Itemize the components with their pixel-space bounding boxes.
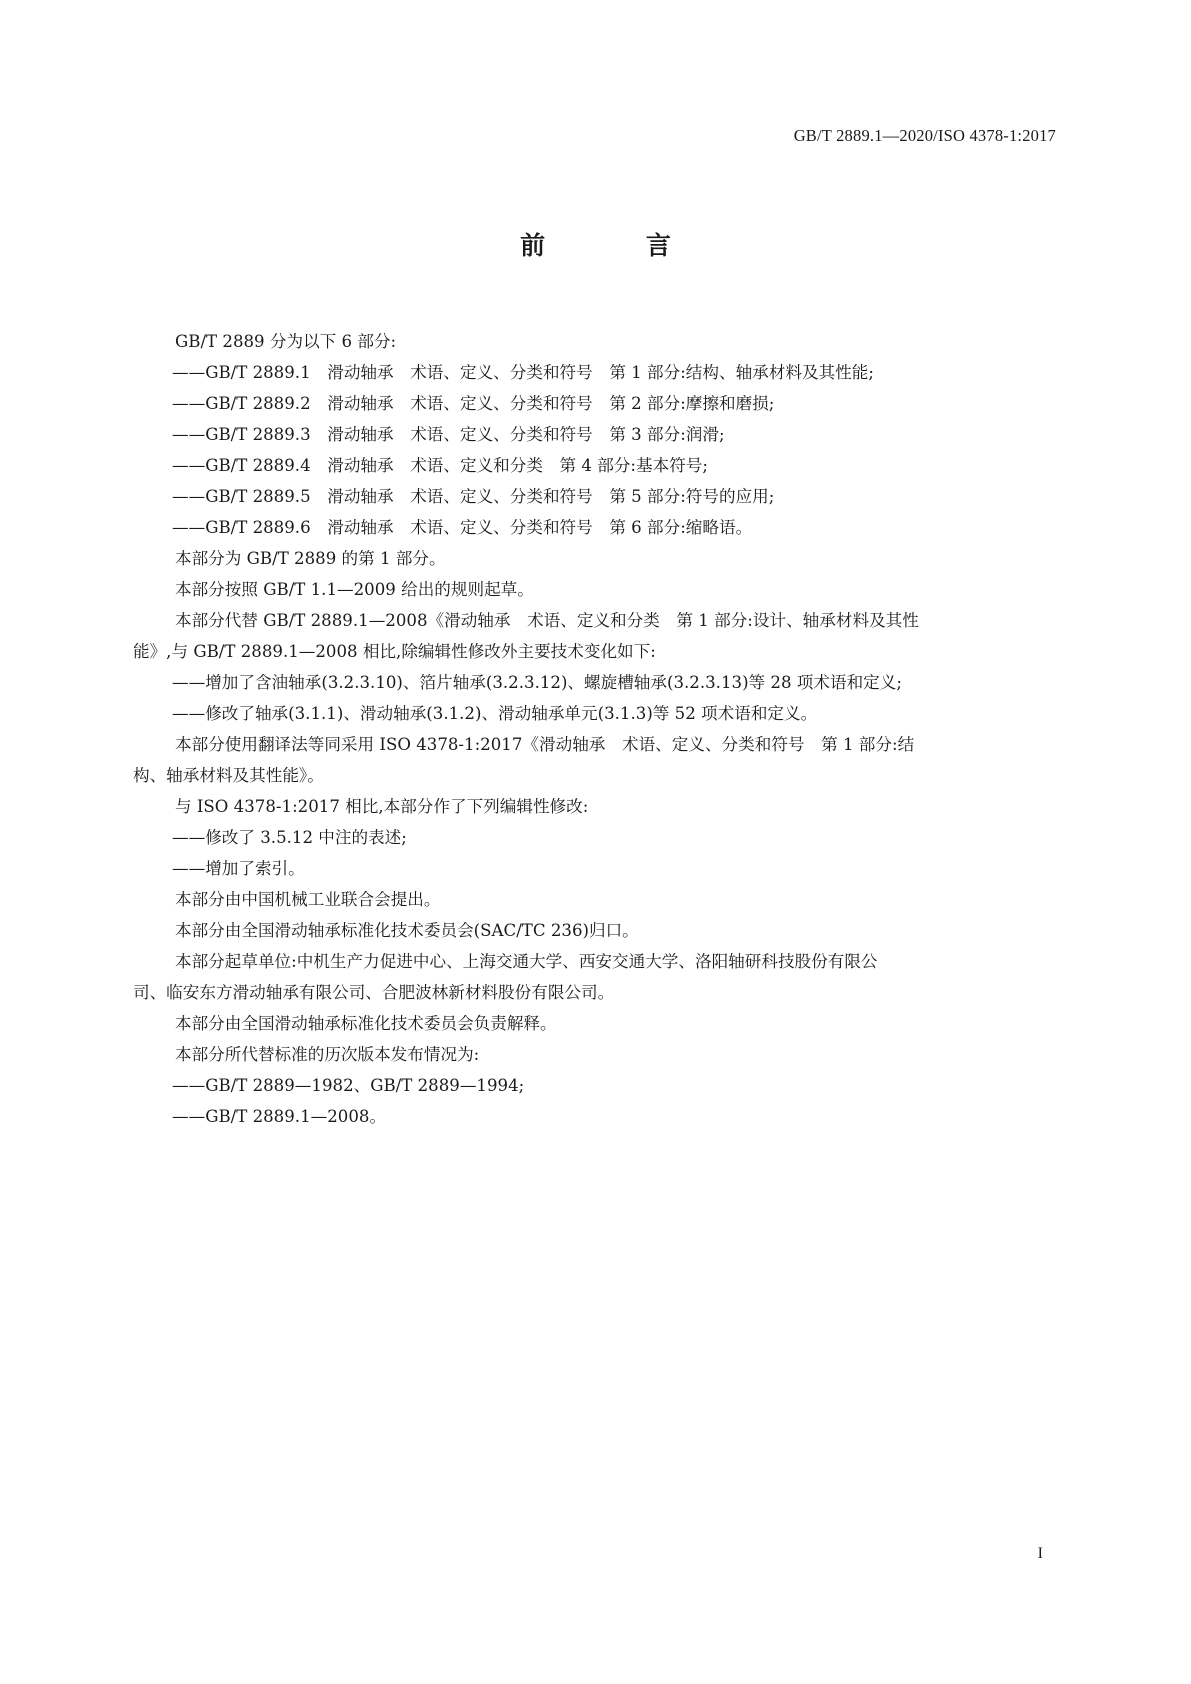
list-item-editorial-index: ——增加了索引。 bbox=[172, 859, 305, 878]
paragraph-proposed-by: 本部分由中国机械工业联合会提出。 bbox=[175, 890, 441, 909]
paragraph-editorial-intro: 与 ISO 4378-1:2017 相比,本部分作了下列编辑性修改: bbox=[175, 797, 589, 816]
list-item-history-2: ——GB/T 2889.1—2008。 bbox=[172, 1107, 387, 1126]
list-item-change-modified: ——修改了轴承(3.1.1)、滑动轴承(3.1.2)、滑动轴承单元(3.1.3)等 52 项术语和定义。 bbox=[172, 704, 818, 723]
paragraph-drafting-units-line2: 司、临安东方滑动轴承有限公司、合肥波林新材料股份有限公司。 bbox=[133, 983, 615, 1002]
list-item-editorial-note: ——修改了 3.5.12 中注的表述; bbox=[172, 828, 407, 847]
paragraph-replacement-line2: 能》,与 GB/T 2889.1—2008 相比,除编辑性修改外主要技术变化如下: bbox=[133, 642, 656, 661]
page-title: 前 言 bbox=[520, 231, 717, 260]
paragraph-adoption-line2: 构、轴承材料及其性能》。 bbox=[133, 766, 324, 785]
paragraph-interpretation: 本部分由全国滑动轴承标准化技术委员会负责解释。 bbox=[175, 1014, 557, 1033]
paragraph-history-intro: 本部分所代替标准的历次版本发布情况为: bbox=[175, 1045, 480, 1064]
list-item-part-6: ——GB/T 2889.6 滑动轴承 术语、定义、分类和符号 第 6 部分:缩略语。 bbox=[172, 518, 753, 537]
paragraph-centralized-by: 本部分由全国滑动轴承标准化技术委员会(SAC/TC 236)归口。 bbox=[175, 921, 639, 940]
list-item-history-1: ——GB/T 2889—1982、GB/T 2889—1994; bbox=[172, 1076, 525, 1095]
list-item-part-5: ——GB/T 2889.5 滑动轴承 术语、定义、分类和符号 第 5 部分:符号的应用; bbox=[172, 487, 775, 506]
list-item-part-3: ——GB/T 2889.3 滑动轴承 术语、定义、分类和符号 第 3 部分:润滑; bbox=[172, 425, 725, 444]
page-number: I bbox=[1037, 1545, 1043, 1562]
paragraph-adoption-line1: 本部分使用翻译法等同采用 ISO 4378-1:2017《滑动轴承 术语、定义、分类和符号 第 1 部分:结 bbox=[175, 735, 915, 754]
paragraph-drafting-rules: 本部分按照 GB/T 1.1—2009 给出的规则起草。 bbox=[175, 580, 534, 599]
paragraph-drafting-units-line1: 本部分起草单位:中机生产力促进中心、上海交通大学、西安交通大学、洛阳轴研科技股份有限公 bbox=[175, 952, 878, 971]
foreword-body bbox=[133, 326, 1056, 1132]
list-item-change-added: ——增加了含油轴承(3.2.3.10)、箔片轴承(3.2.3.12)、螺旋槽轴承(3.2.3.13)等 28 项术语和定义; bbox=[172, 673, 902, 692]
paragraph-part-statement: 本部分为 GB/T 2889 的第 1 部分。 bbox=[175, 549, 446, 568]
list-item-part-4: ——GB/T 2889.4 滑动轴承 术语、定义和分类 第 4 部分:基本符号; bbox=[172, 456, 708, 475]
list-item-part-2: ——GB/T 2889.2 滑动轴承 术语、定义、分类和符号 第 2 部分:摩擦和磨损; bbox=[172, 394, 775, 413]
paragraph-replacement-line1: 本部分代替 GB/T 2889.1—2008《滑动轴承 术语、定义和分类 第 1 部分:设计、轴承材料及其性 bbox=[175, 611, 919, 630]
list-item-part-1: ——GB/T 2889.1 滑动轴承 术语、定义、分类和符号 第 1 部分:结构、轴承材料及其性能; bbox=[172, 363, 874, 382]
paragraph-parts-intro: GB/T 2889 分为以下 6 部分: bbox=[175, 332, 397, 351]
standard-code-header: GB/T 2889.1—2020/ISO 4378-1:2017 bbox=[793, 126, 1056, 145]
